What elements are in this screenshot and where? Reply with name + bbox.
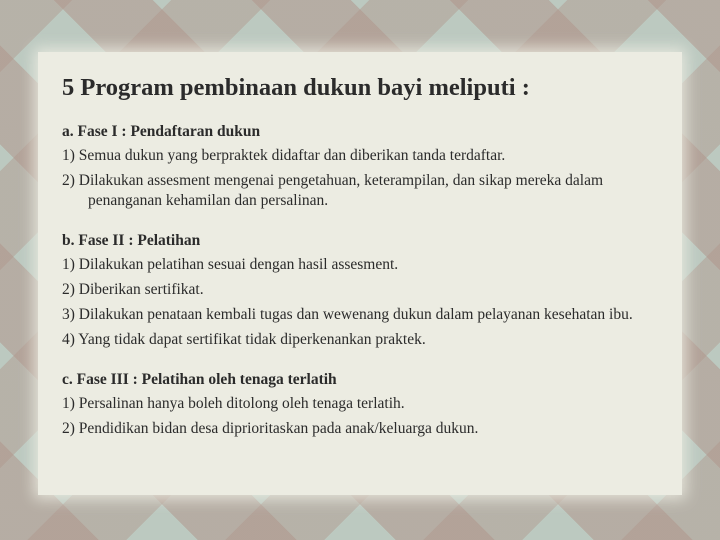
- list-item: 4) Yang tidak dapat sertifikat tidak diperkenankan praktek.: [62, 331, 426, 348]
- list-item: 1) Dilakukan pelatihan sesuai dengan hasil assesment.: [62, 256, 399, 273]
- section-heading: c. Fase III : Pelatihan oleh tenaga terlatih: [62, 371, 337, 388]
- list-item: 3) Dilakukan penataan kembali tugas dan wewenang dukun dalam pelayanan kesehatan ibu.: [62, 306, 633, 323]
- list-item: 2) Diberikan sertifikat.: [62, 281, 204, 298]
- section-heading: a. Fase I : Pendaftaran dukun: [62, 123, 261, 140]
- list-item: 2) Dilakukan assesment mengenai pengetahuan, keterampilan, dan sikap mereka dalam penanganan kehamilan dan persalinan.: [62, 172, 604, 209]
- section-fase-2: [62, 230, 658, 350]
- slide-content-panel: [38, 52, 682, 495]
- section-fase-1: [62, 121, 658, 211]
- list-item: 1) Semua dukun yang berpraktek didaftar dan diberikan tanda terdaftar.: [62, 147, 506, 164]
- section-fase-3: [62, 369, 658, 439]
- slide-title: 5 Program pembinaan dukun bayi meliputi :: [62, 74, 530, 101]
- list-item: 1) Persalinan hanya boleh ditolong oleh tenaga terlatih.: [62, 395, 405, 412]
- list-item: 2) Pendidikan bidan desa diprioritaskan pada anak/keluarga dukun.: [62, 420, 479, 437]
- section-heading: b. Fase II : Pelatihan: [62, 232, 201, 249]
